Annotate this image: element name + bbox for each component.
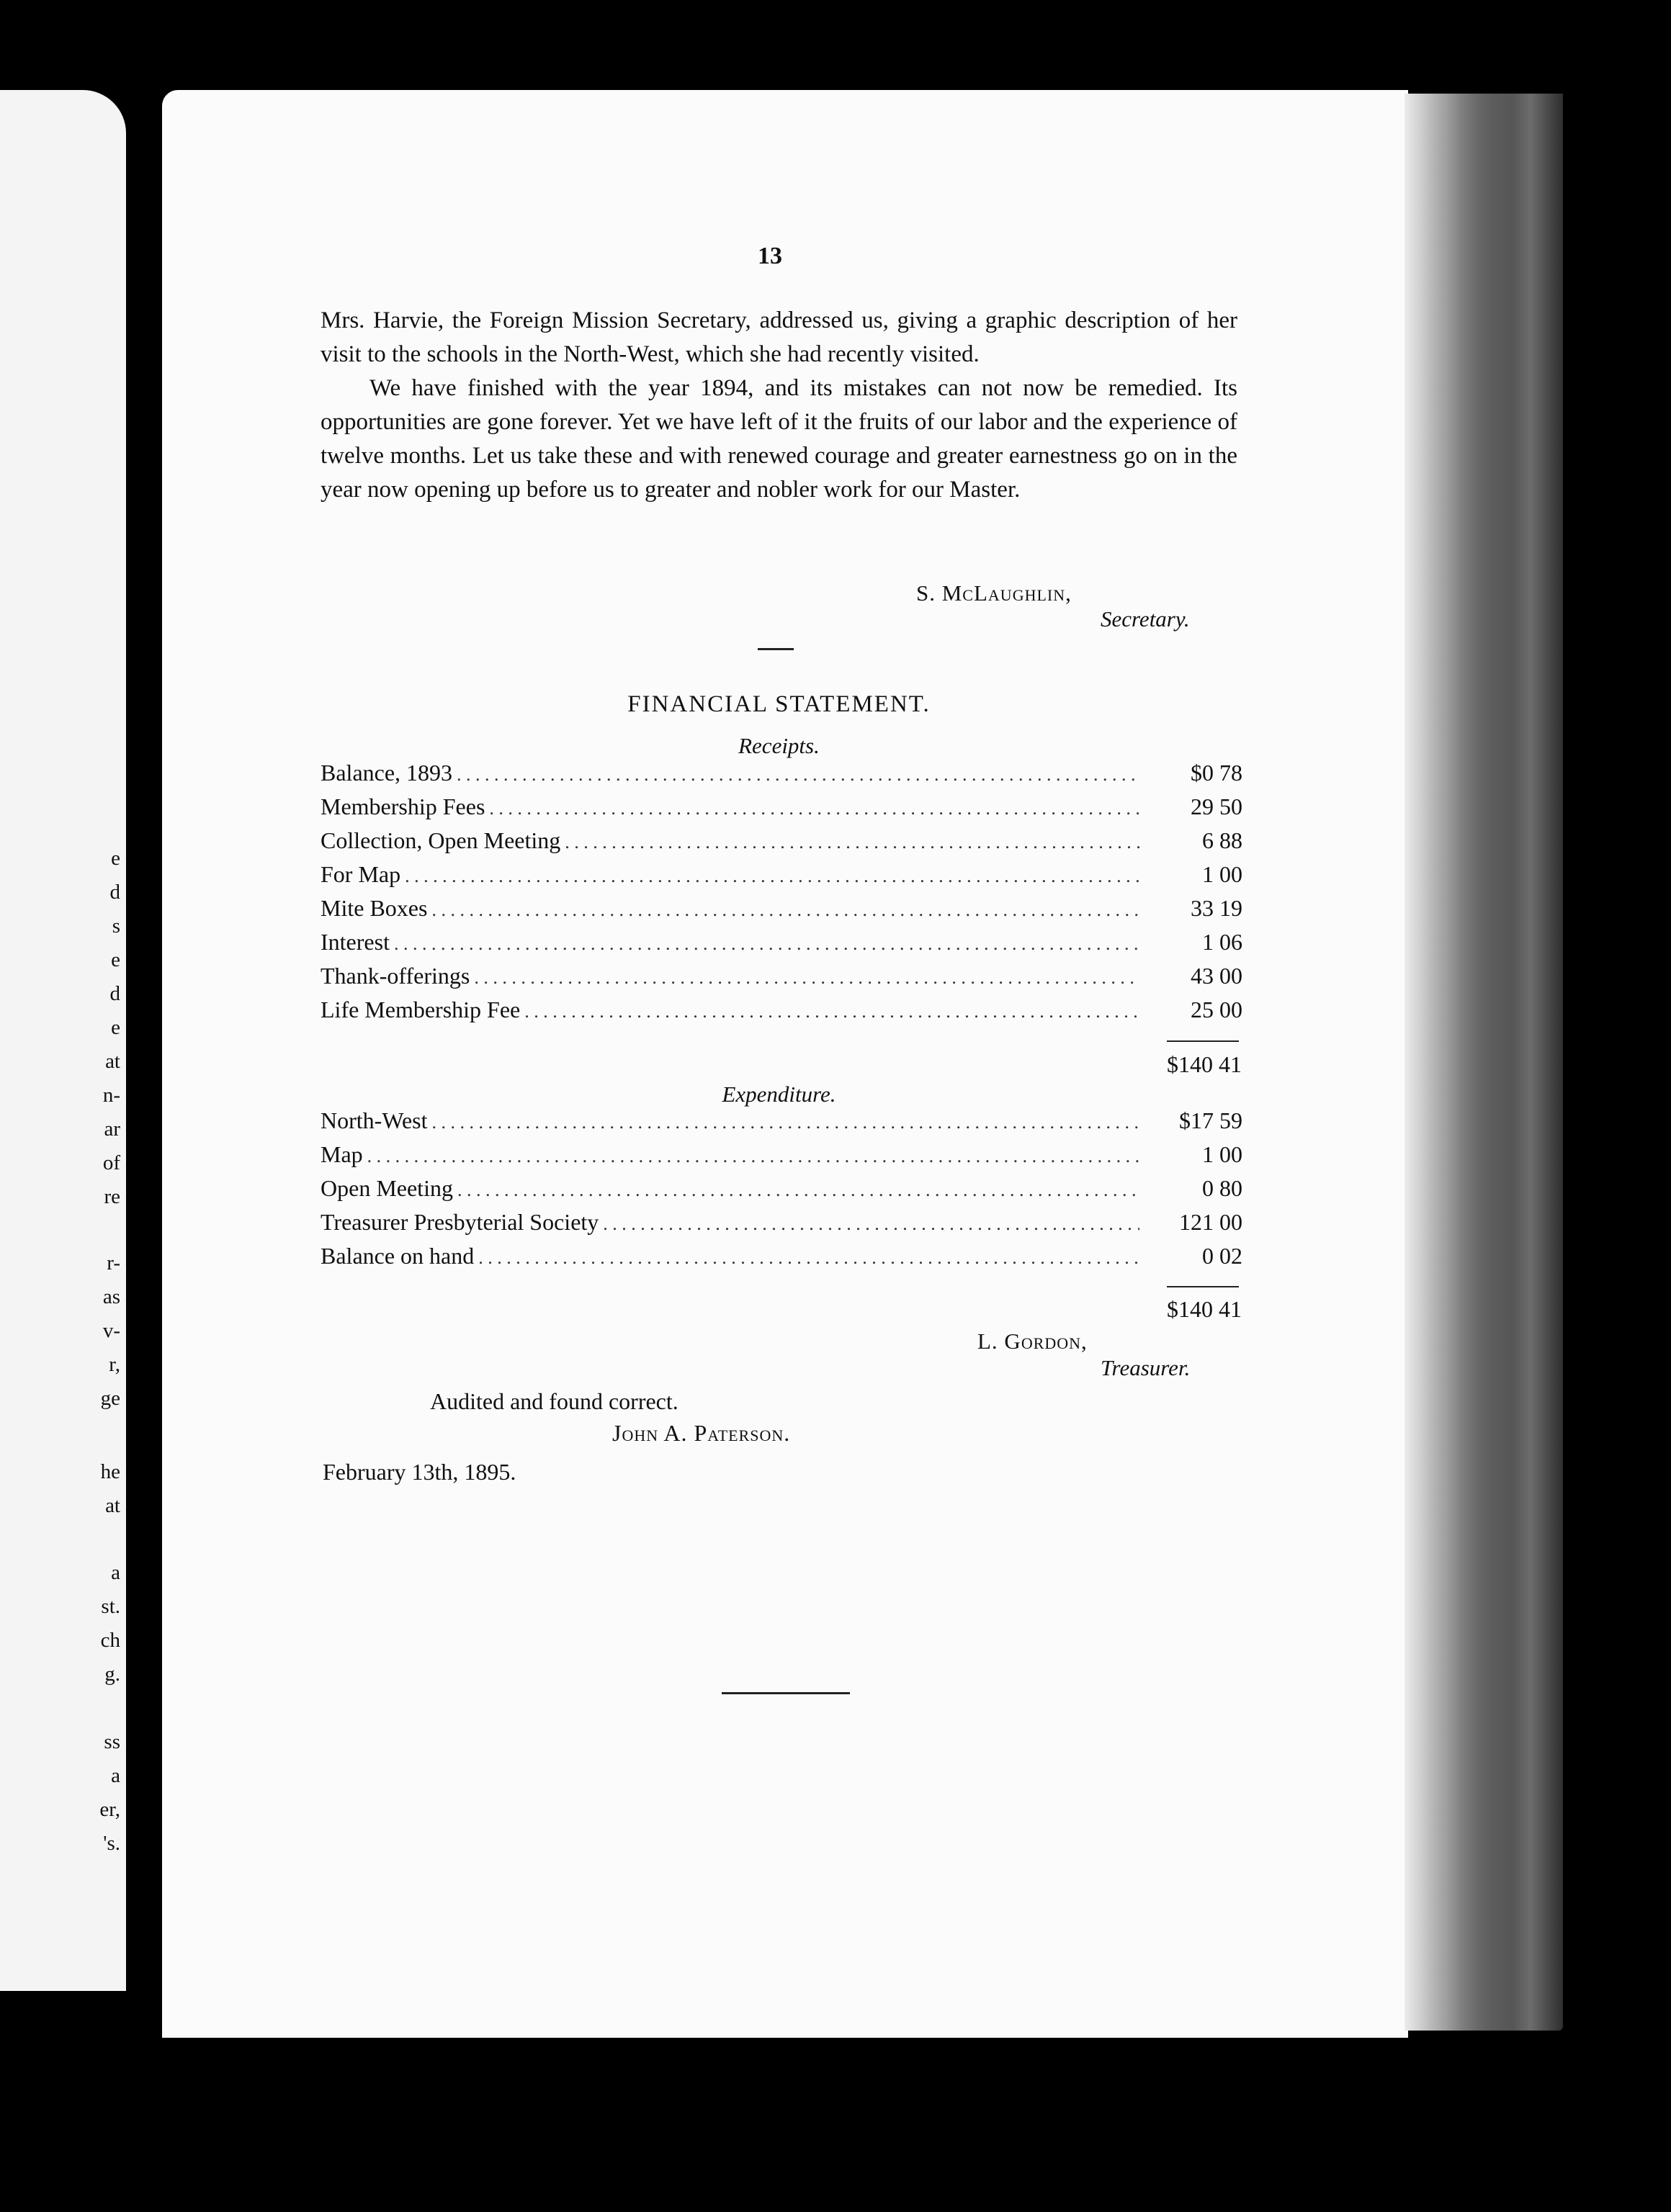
left-page-fragment-text: e — [111, 1016, 120, 1039]
dot-leader — [457, 1179, 1139, 1201]
ledger-row — [321, 1175, 1242, 1209]
ledger-item-amount: 121 00 — [1179, 1209, 1242, 1235]
left-page-fragment-text: n- — [102, 1084, 120, 1107]
left-page-fragment-text: s — [112, 914, 120, 938]
intro-paragraph-1: Mrs. Harvie, the Foreign Mission Secretary, addressed us, giving a graphic description of her visit to the schools in the North-West, which she had recently visited. — [321, 307, 1237, 367]
left-page-fragment-text: ss — [104, 1730, 120, 1753]
statement-date: February 13th, 1895. — [323, 1459, 516, 1485]
ledger-item-amount: $0 78 — [1191, 760, 1242, 786]
intro-text — [321, 304, 1237, 507]
ledger-item-label: Membership Fees — [321, 793, 485, 819]
dot-leader — [432, 1112, 1140, 1133]
ledger-item-amount: 0 02 — [1202, 1243, 1242, 1269]
end-rule — [722, 1692, 850, 1694]
left-page-fragment-text: er, — [99, 1798, 120, 1821]
left-page-fragment-text: ge — [100, 1387, 120, 1410]
book-gutter — [126, 101, 162, 1980]
left-page-fragment-text: at — [105, 1050, 120, 1073]
left-page-fragment-text: re — [104, 1185, 120, 1208]
ledger-item-label: Balance on hand — [321, 1243, 475, 1269]
ledger-row — [321, 895, 1242, 929]
dot-leader — [394, 933, 1139, 955]
left-page-fragment-text: e — [111, 847, 120, 870]
section-divider — [758, 648, 794, 650]
ledger-item-label: Interest — [321, 929, 390, 955]
left-page-fragment — [0, 90, 126, 1991]
left-page-fragment-text: g. — [104, 1663, 120, 1686]
dot-leader — [431, 899, 1139, 921]
left-page-fragment-text: he — [100, 1460, 120, 1483]
ledger-item-label: Thank-offerings — [321, 963, 470, 989]
ledger-item-label: North-West — [321, 1107, 428, 1133]
ledger-item-amount: $17 59 — [1179, 1107, 1242, 1133]
ledger-row — [321, 827, 1242, 861]
ledger-item-label: Open Meeting — [321, 1175, 453, 1201]
ledger-row — [321, 963, 1242, 997]
ledger-item-amount: 29 50 — [1191, 793, 1242, 819]
left-page-fragment-text: st. — [101, 1595, 120, 1618]
book-page-edges — [1405, 94, 1563, 2031]
ledger-row — [321, 1243, 1242, 1277]
dot-leader — [524, 1001, 1139, 1022]
receipts-heading: Receipts. — [738, 733, 820, 758]
dot-leader — [478, 1247, 1139, 1269]
dot-leader — [405, 866, 1139, 887]
receipts-ledger — [321, 760, 1242, 1030]
financial-statement-heading: FINANCIAL STATEMENT. — [627, 691, 931, 717]
left-page-fragment-text: at — [105, 1494, 120, 1517]
ledger-row — [321, 793, 1242, 827]
ledger-row — [321, 1141, 1242, 1175]
ledger-item-label: Mite Boxes — [321, 895, 428, 921]
treasurer-name: L. Gordon, — [977, 1328, 1088, 1354]
ledger-item-amount: 43 00 — [1191, 963, 1242, 989]
expenditure-total-rule — [1167, 1286, 1239, 1287]
left-page-fragment-text: e — [111, 948, 120, 971]
ledger-row — [321, 1209, 1242, 1243]
ledger-item-amount: 1 00 — [1202, 1141, 1242, 1167]
ledger-item-amount: 25 00 — [1191, 997, 1242, 1022]
left-page-fragment-text: as — [102, 1285, 120, 1308]
left-page-fragment-text: v- — [102, 1319, 120, 1342]
receipts-total-rule — [1167, 1040, 1239, 1042]
ledger-item-label: Map — [321, 1141, 363, 1167]
left-page-fragment-text: r- — [107, 1251, 120, 1274]
left-page-fragment-text: r, — [109, 1353, 120, 1376]
expenditure-total: $140 41 — [1167, 1296, 1242, 1322]
left-page-fragment-text: of — [102, 1151, 120, 1174]
ledger-item-amount: 6 88 — [1202, 827, 1242, 853]
ledger-item-label: Collection, Open Meeting — [321, 827, 561, 853]
left-page-fragment-text: ch — [100, 1629, 120, 1652]
ledger-row — [321, 760, 1242, 793]
ledger-item-amount: 1 06 — [1202, 929, 1242, 955]
dot-leader — [474, 967, 1139, 989]
ledger-item-amount: 0 80 — [1202, 1175, 1242, 1201]
ledger-row — [321, 1107, 1242, 1141]
ledger-row — [321, 861, 1242, 895]
treasurer-title: Treasurer. — [1101, 1355, 1191, 1380]
expenditure-ledger — [321, 1107, 1242, 1277]
ledger-item-amount: 33 19 — [1191, 895, 1242, 921]
left-page-fragment-text: 's. — [103, 1832, 120, 1855]
page-number: 13 — [758, 243, 782, 269]
dot-leader — [489, 798, 1139, 819]
ledger-item-label: Life Membership Fee — [321, 997, 521, 1022]
dot-leader — [603, 1213, 1139, 1235]
ledger-row — [321, 997, 1242, 1030]
secretary-name: S. McLaughlin, — [916, 580, 1072, 606]
ledger-item-amount: 1 00 — [1202, 861, 1242, 887]
dot-leader — [565, 832, 1139, 853]
left-page-fragment-text: d — [109, 881, 120, 904]
ledger-item-label: For Map — [321, 861, 401, 887]
ledger-item-label: Treasurer Presbyterial Society — [321, 1209, 599, 1235]
dot-leader — [457, 764, 1139, 786]
ledger-item-label: Balance, 1893 — [321, 760, 453, 786]
intro-paragraph-2: We have finished with the year 1894, and its mistakes can not now be remedied. Its opportunities are gone forever. Yet we have left of it the fruits of our labor and the experience of twelve months. Let us take these and with renewed courage and greater earnestness go on in the year now opening up before us to greater and nobler work for our Master. — [321, 375, 1237, 503]
left-page-fragment-text: d — [109, 982, 120, 1005]
ledger-row — [321, 929, 1242, 963]
left-page-fragment-text: ar — [104, 1118, 120, 1141]
left-page-fragment-text: a — [111, 1561, 120, 1584]
dot-leader — [367, 1146, 1139, 1167]
receipts-total: $140 41 — [1167, 1051, 1242, 1077]
secretary-title: Secretary. — [1101, 606, 1190, 631]
auditor-name: John A. Paterson. — [612, 1420, 791, 1446]
left-page-fragment-text: a — [111, 1764, 120, 1787]
expenditure-heading: Expenditure. — [722, 1082, 836, 1107]
audit-statement: Audited and found correct. — [430, 1388, 678, 1414]
